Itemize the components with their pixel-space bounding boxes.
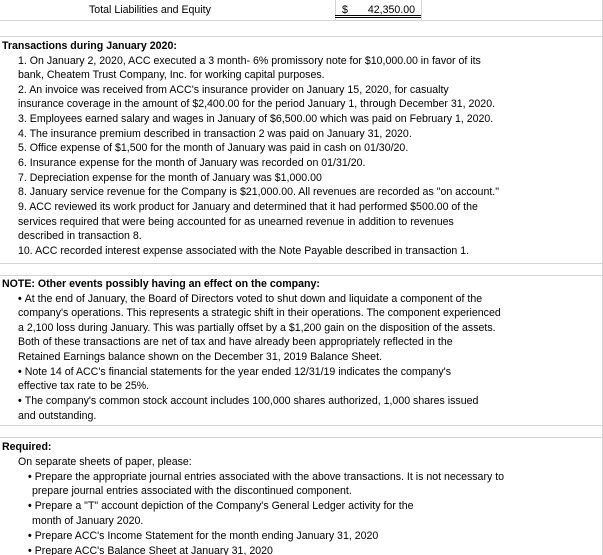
note-line-text: Retained Earnings balance shown on the December 31, 2019 Balance Sheet. bbox=[18, 351, 382, 364]
note-line bbox=[18, 321, 496, 336]
transaction-line: 4. The insurance premium described in transaction 2 was paid on January 31, 2020. bbox=[18, 127, 412, 140]
note-line bbox=[18, 350, 382, 365]
gridline bbox=[0, 36, 603, 37]
note-line bbox=[18, 365, 451, 380]
note-line-text: Both of these transactions are net of tax and have already been appropriately reflected in the bbox=[18, 336, 453, 349]
transaction-line: 10. ACC recorded interest expense associated with the Note Payable described in transaction 1. bbox=[18, 244, 470, 257]
required-line-text: Prepare a "T" account depiction of the Company's General Ledger activity for the bbox=[34, 500, 414, 513]
bullet-icon: • bbox=[28, 470, 32, 483]
bullet-icon: • bbox=[18, 365, 22, 378]
required-line bbox=[28, 529, 378, 544]
transaction-line: 2. An invoice was received from ACC's insurance provider on January 15, 2020, for casualty bbox=[18, 83, 449, 96]
note-line bbox=[18, 335, 453, 350]
transaction-line: 8. January service revenue for the Company is $21,000.00. All revenues are recorded as "on account." bbox=[18, 186, 499, 199]
required-line-text: Prepare ACC's Income Statement for the month ending January 31, 2020 bbox=[34, 529, 379, 542]
note-line-text: Note 14 of ACC's financial statements for the year ended 12/31/19 indicates the company's bbox=[24, 365, 451, 378]
note-heading: NOTE: Other events possibly having an effect on the company: bbox=[2, 278, 320, 290]
total-liabilities-equity-label: Total Liabilities and Equity bbox=[89, 4, 211, 16]
required-line bbox=[32, 514, 143, 529]
note-line-text: effective tax rate to be 25%. bbox=[18, 380, 150, 393]
bullet-icon: • bbox=[18, 395, 22, 408]
transaction-line: 7. Depreciation expense for the month of January was $1,000.00 bbox=[18, 171, 322, 184]
transaction-line: services required that were being accounted for as unearned revenue in addition to revenues bbox=[18, 215, 454, 228]
required-line bbox=[28, 470, 504, 485]
bullet-icon: • bbox=[28, 500, 32, 513]
gridline bbox=[0, 263, 603, 264]
note-line-text: The company's common stock account includes 100,000 shares authorized, 1,000 shares issued bbox=[24, 395, 479, 408]
required-line-text: Prepare the appropriate journal entries associated with the above transactions. It is not necessary to bbox=[34, 470, 505, 483]
note-line bbox=[18, 379, 149, 394]
note-line bbox=[18, 394, 478, 409]
required-line-text: Prepare ACC's Balance Sheet at January 31, 2020 bbox=[34, 544, 273, 555]
required-line bbox=[28, 544, 273, 555]
transaction-line: insurance coverage in the amount of $2,400.00 for the period January 1, through December 31, 2020. bbox=[18, 98, 496, 111]
transaction-line: 5. Office expense of $1,500 for the month of January was paid in cash on 01/30/20. bbox=[18, 142, 409, 155]
transaction-line: 3. Employees earned salary and wages in January of $6,500.00 which was paid on February 1, 2020. bbox=[18, 113, 494, 126]
transaction-line: bank, Cheatem Trust Company, Inc. for working capital purposes. bbox=[18, 69, 325, 82]
note-line-text: At the end of January, the Board of Directors voted to shut down and liquidate a component of the bbox=[24, 292, 483, 305]
note-line bbox=[18, 292, 482, 307]
required-intro: On separate sheets of paper, please: bbox=[18, 456, 192, 468]
note-line bbox=[18, 409, 96, 424]
total-liabilities-equity-row bbox=[0, 0, 603, 20]
bullet-icon: • bbox=[28, 544, 32, 555]
note-line-text: a 2,100 loss during January. This was partially offset by a $1,200 gain on the disposition of the assets. bbox=[18, 321, 496, 334]
total-amount: 42,350.00 bbox=[367, 4, 415, 16]
required-line-text: month of January 2020. bbox=[32, 514, 144, 527]
gridline bbox=[0, 275, 603, 276]
required-line bbox=[32, 484, 352, 499]
bullet-icon: • bbox=[28, 529, 32, 542]
gridline bbox=[0, 20, 603, 21]
note-line-text: company's operations. This represents a strategic shift in their operations. The component experienced bbox=[18, 307, 501, 320]
transaction-line: 6. Insurance expense for the month of January was recorded on 01/31/20. bbox=[18, 157, 366, 170]
transactions-heading: Transactions during January 2020: bbox=[2, 40, 177, 52]
transaction-line: described in transaction 8. bbox=[18, 230, 142, 243]
total-liabilities-equity-cell[interactable] bbox=[335, 2, 421, 18]
note-line bbox=[18, 306, 501, 321]
transaction-line: 9. ACC reviewed its work product for January and determined that it had performed $500.00 of the bbox=[18, 201, 478, 213]
note-line-text: and outstanding. bbox=[18, 409, 97, 422]
gridline bbox=[0, 425, 603, 426]
required-heading: Required: bbox=[2, 441, 52, 453]
bullet-icon: • bbox=[18, 292, 22, 305]
gridline bbox=[0, 437, 603, 438]
required-line-text: prepare journal entries associated with the discontinued component. bbox=[32, 485, 352, 498]
currency-symbol: $ bbox=[342, 4, 348, 16]
transaction-line: 1. On January 2, 2020, ACC executed a 3 month- 6% promissory note for $10,000.00 in favor of its bbox=[18, 54, 481, 67]
required-line bbox=[28, 499, 413, 514]
